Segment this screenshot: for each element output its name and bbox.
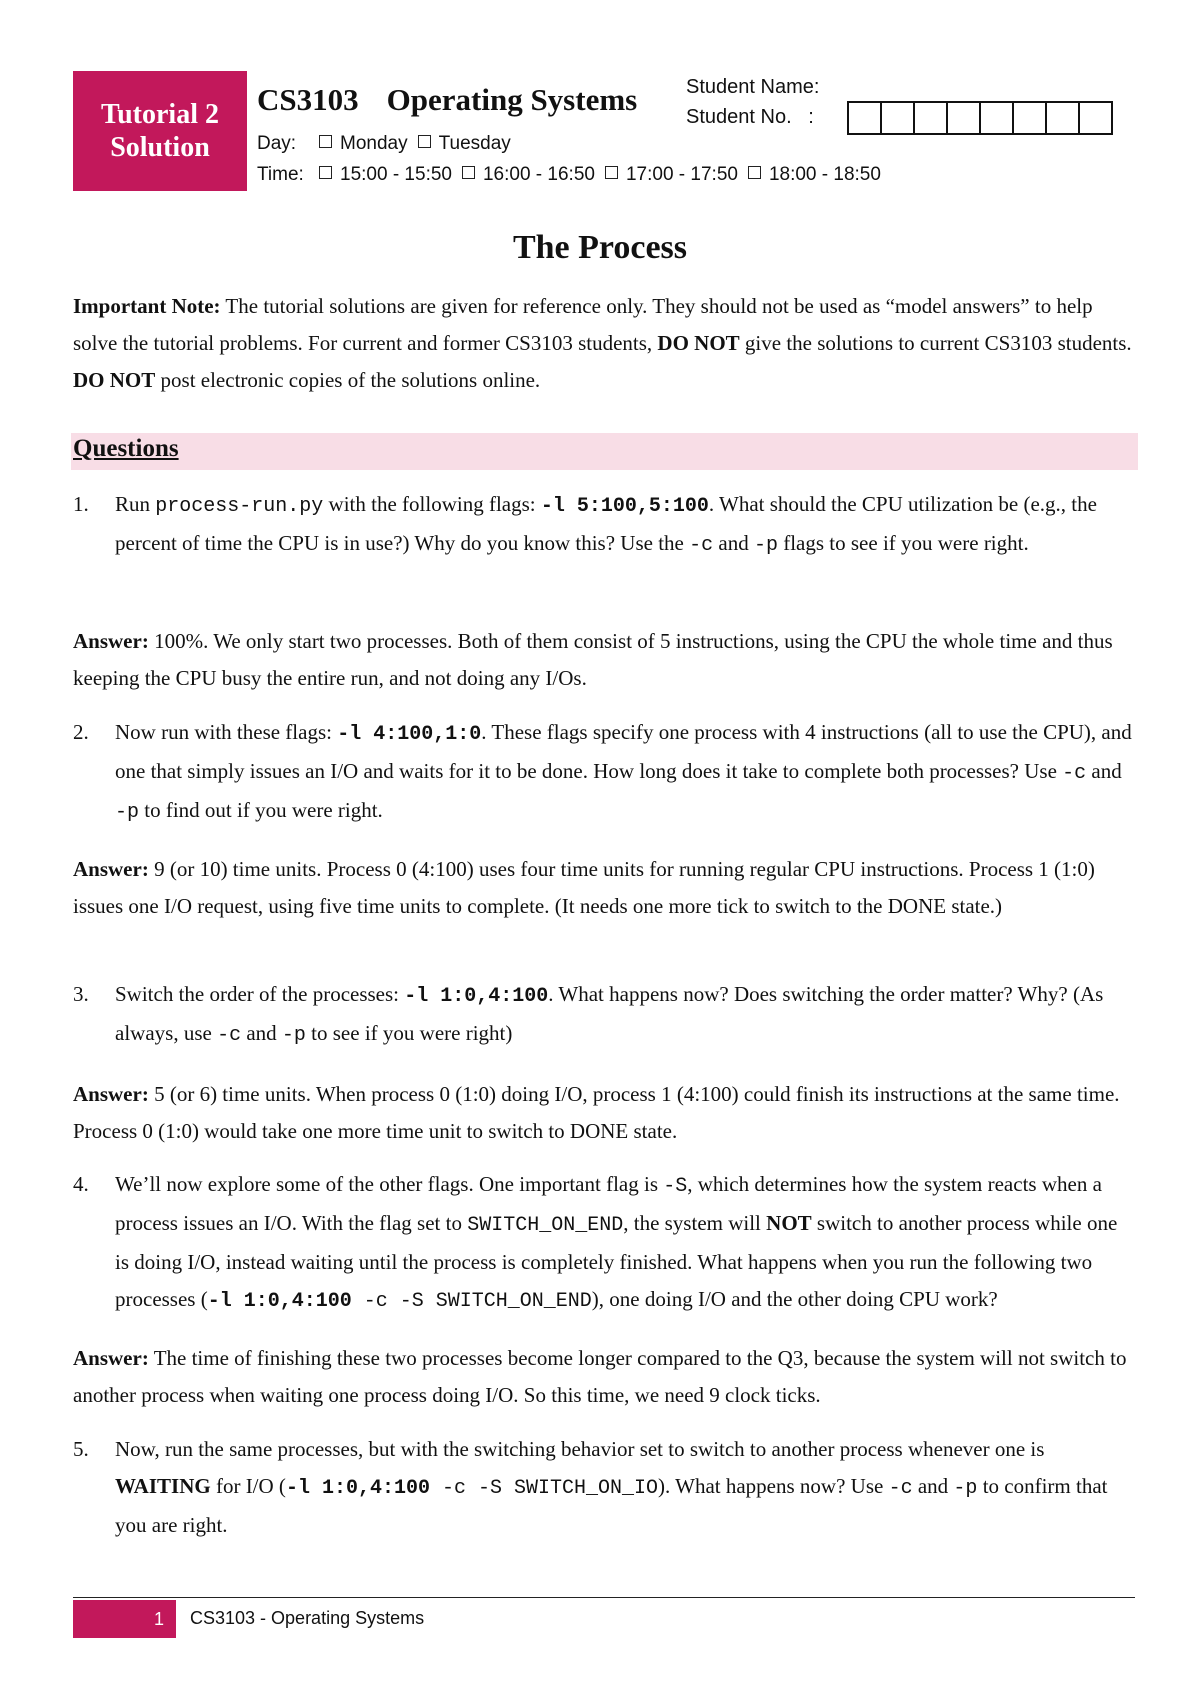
page-number: 1 — [153, 1608, 164, 1629]
digit-box[interactable] — [1078, 103, 1113, 133]
q-text: . These flags specify one process with 4 instructions (all to use the CPU), and one that simply issues an I/O and waits for it to be done. How long does it take to complete both processes? Use — [115, 720, 1132, 783]
monday-option: Monday — [340, 133, 408, 154]
day-selector — [257, 133, 513, 155]
time-option-1: 15:00 - 15:50 — [340, 164, 452, 185]
q-code: -l 4:100,1:0 — [337, 723, 482, 746]
answer-label: Answer: — [73, 1346, 149, 1370]
time-checkbox-4[interactable] — [748, 166, 761, 179]
badge-line1: Tutorial 2 — [101, 99, 219, 130]
q-code: -p — [281, 1024, 306, 1047]
time-label: Time: — [257, 164, 304, 185]
student-no-label: Student No. : — [686, 106, 814, 128]
q-code: -l 1:0,4:100 — [285, 1477, 430, 1500]
digit-box[interactable] — [880, 103, 913, 133]
q-text: . What happens now? Does switching the order matter? Why? (As always, use — [115, 982, 1104, 1045]
answer-3 — [73, 1076, 1133, 1150]
q-text: Now run with these flags: — [115, 720, 338, 744]
q-emph: NOT — [766, 1211, 812, 1235]
answer-label: Answer: — [73, 1082, 149, 1106]
question-3 — [73, 976, 1135, 1054]
course-name: Operating Systems — [386, 82, 638, 117]
q-code: -c — [217, 1024, 242, 1047]
q-text: ). What happens now? Use — [658, 1474, 889, 1498]
question-number: 2. — [73, 720, 89, 744]
question-4 — [73, 1166, 1135, 1320]
digit-box[interactable] — [847, 103, 880, 133]
tutorial-badge — [73, 71, 247, 191]
q-text: . What should the CPU utilization be (e.g., the percent of time the CPU is in use?) Why do you know this? Use the — [115, 492, 1097, 555]
answer-4 — [73, 1340, 1133, 1414]
q-text: with the following flags: — [323, 492, 541, 516]
q-text: and — [1086, 759, 1122, 783]
q-code: -S — [663, 1175, 688, 1198]
q-text: , which determines how the system reacts when a process issues an I/O. With the flag set to — [115, 1172, 1102, 1235]
student-no-field[interactable] — [847, 101, 1113, 135]
answer-label: Answer: — [73, 857, 149, 881]
q-text: switch to another process while one is doing I/O, instead waiting until the process is completely finished. What happens when you run the following two processes ( — [115, 1211, 1118, 1311]
footer-divider — [73, 1597, 1135, 1598]
q-text: flags to see if you were right. — [777, 531, 1029, 555]
tuesday-option: Tuesday — [438, 133, 511, 154]
q-text: Run — [115, 492, 156, 516]
q-text: Switch the order of the processes: — [115, 982, 405, 1006]
digit-box[interactable] — [979, 103, 1012, 133]
digit-box[interactable] — [1045, 103, 1078, 133]
q-text: to see if you were right) — [305, 1021, 513, 1045]
tuesday-checkbox[interactable] — [418, 135, 431, 148]
time-checkbox-1[interactable] — [319, 166, 332, 179]
q-text: , the system will — [623, 1211, 767, 1235]
answer-text: The time of finishing these two processes become longer compared to the Q3, because the system will not switch to another process when waiting one process doing I/O. So this time, we need 9 clock ticks. — [73, 1346, 1127, 1407]
answer-text: 9 (or 10) time units. Process 0 (4:100) uses four time units for running regular CPU instructions. Process 1 (1:0) issues one I/O request, using five time units to complete. (It needs one more tick to switch to the DONE state.) — [73, 857, 1095, 918]
note-text-1: The tutorial solutions are given for reference only. They should not be used as “model answers” to help solve the tutorial problems. For current and former CS3103 students, — [73, 294, 1093, 355]
q-text: and — [241, 1021, 282, 1045]
q-text: to find out if you were right. — [139, 798, 383, 822]
question-1 — [73, 486, 1135, 564]
note-label: Important Note: — [73, 294, 221, 318]
q-text: ), one doing I/O and the other doing CPU work? — [591, 1287, 998, 1311]
badge-line2: Solution — [110, 132, 210, 163]
questions-heading: Questions — [73, 435, 179, 462]
page-number-badge — [73, 1600, 176, 1638]
important-note — [73, 288, 1133, 399]
questions-heading-bar — [71, 433, 1138, 470]
q-code: -c -S SWITCH_ON_IO — [429, 1477, 659, 1500]
q-code: -c — [888, 1477, 913, 1500]
question-number: 5. — [73, 1437, 89, 1461]
question-number: 4. — [73, 1172, 89, 1196]
q-code: -l 1:0,4:100 — [404, 985, 549, 1008]
answer-1 — [73, 623, 1133, 697]
footer-text: CS3103 - Operating Systems — [190, 1608, 425, 1628]
question-2 — [73, 714, 1135, 831]
course-title — [257, 82, 637, 118]
answer-text: 5 (or 6) time units. When process 0 (1:0) doing I/O, process 1 (4:100) could finish its instructions at the same time. Process 0 (1:0) would take one more time unit to switch to DONE state. — [73, 1082, 1120, 1143]
time-option-3: 17:00 - 17:50 — [625, 164, 738, 185]
q-text: and — [713, 531, 754, 555]
note-emph-1: DO NOT — [657, 331, 740, 355]
q-text: and — [912, 1474, 954, 1498]
time-selector — [257, 164, 883, 186]
time-option-4: 18:00 - 18:50 — [768, 164, 881, 185]
time-checkbox-2[interactable] — [462, 166, 475, 179]
note-emph-2: DO NOT — [73, 368, 156, 392]
question-number: 3. — [73, 982, 89, 1006]
q-code: SWITCH_ON_END — [467, 1214, 624, 1237]
answer-label: Answer: — [73, 629, 149, 653]
q-code: -c — [689, 534, 714, 557]
q-text: to confirm that you are right. — [115, 1474, 1108, 1537]
q-code: -p — [953, 1477, 978, 1500]
q-code: -c -S SWITCH_ON_END — [351, 1290, 592, 1313]
q-text: for I/O ( — [210, 1474, 286, 1498]
q-code: -c — [1062, 762, 1087, 785]
answer-2 — [73, 851, 1133, 925]
answer-text: 100%. We only start two processes. Both of them consist of 5 instructions, using the CPU the whole time and thus keeping the CPU busy the entire run, and not doing any I/Os. — [73, 629, 1113, 690]
q-code: -l 5:100,5:100 — [540, 495, 709, 518]
note-text-2: give the solutions to current CS3103 students. — [739, 331, 1132, 355]
q-code: -l 1:0,4:100 — [207, 1290, 352, 1313]
day-label: Day: — [257, 133, 297, 154]
digit-box[interactable] — [1012, 103, 1045, 133]
question-5 — [73, 1431, 1135, 1544]
question-number: 1. — [73, 492, 89, 516]
course-code: CS3103 — [257, 82, 359, 117]
digit-box[interactable] — [913, 103, 946, 133]
time-option-2: 16:00 - 16:50 — [482, 164, 595, 185]
note-text-3: post electronic copies of the solutions online. — [155, 368, 541, 392]
monday-checkbox[interactable] — [319, 135, 332, 148]
q-code: -p — [753, 534, 778, 557]
digit-box[interactable] — [946, 103, 979, 133]
q-code: -p — [115, 801, 140, 824]
student-name-label: Student Name: — [686, 76, 820, 98]
page-title: The Process — [512, 229, 688, 266]
time-checkbox-3[interactable] — [605, 166, 618, 179]
q-text: Now, run the same processes, but with the switching behavior set to switch to another process whenever one is — [115, 1437, 1045, 1461]
q-emph: WAITING — [115, 1474, 211, 1498]
q-code: process-run.py — [155, 495, 324, 518]
q-text: We’ll now explore some of the other flags. One important flag is — [115, 1172, 664, 1196]
